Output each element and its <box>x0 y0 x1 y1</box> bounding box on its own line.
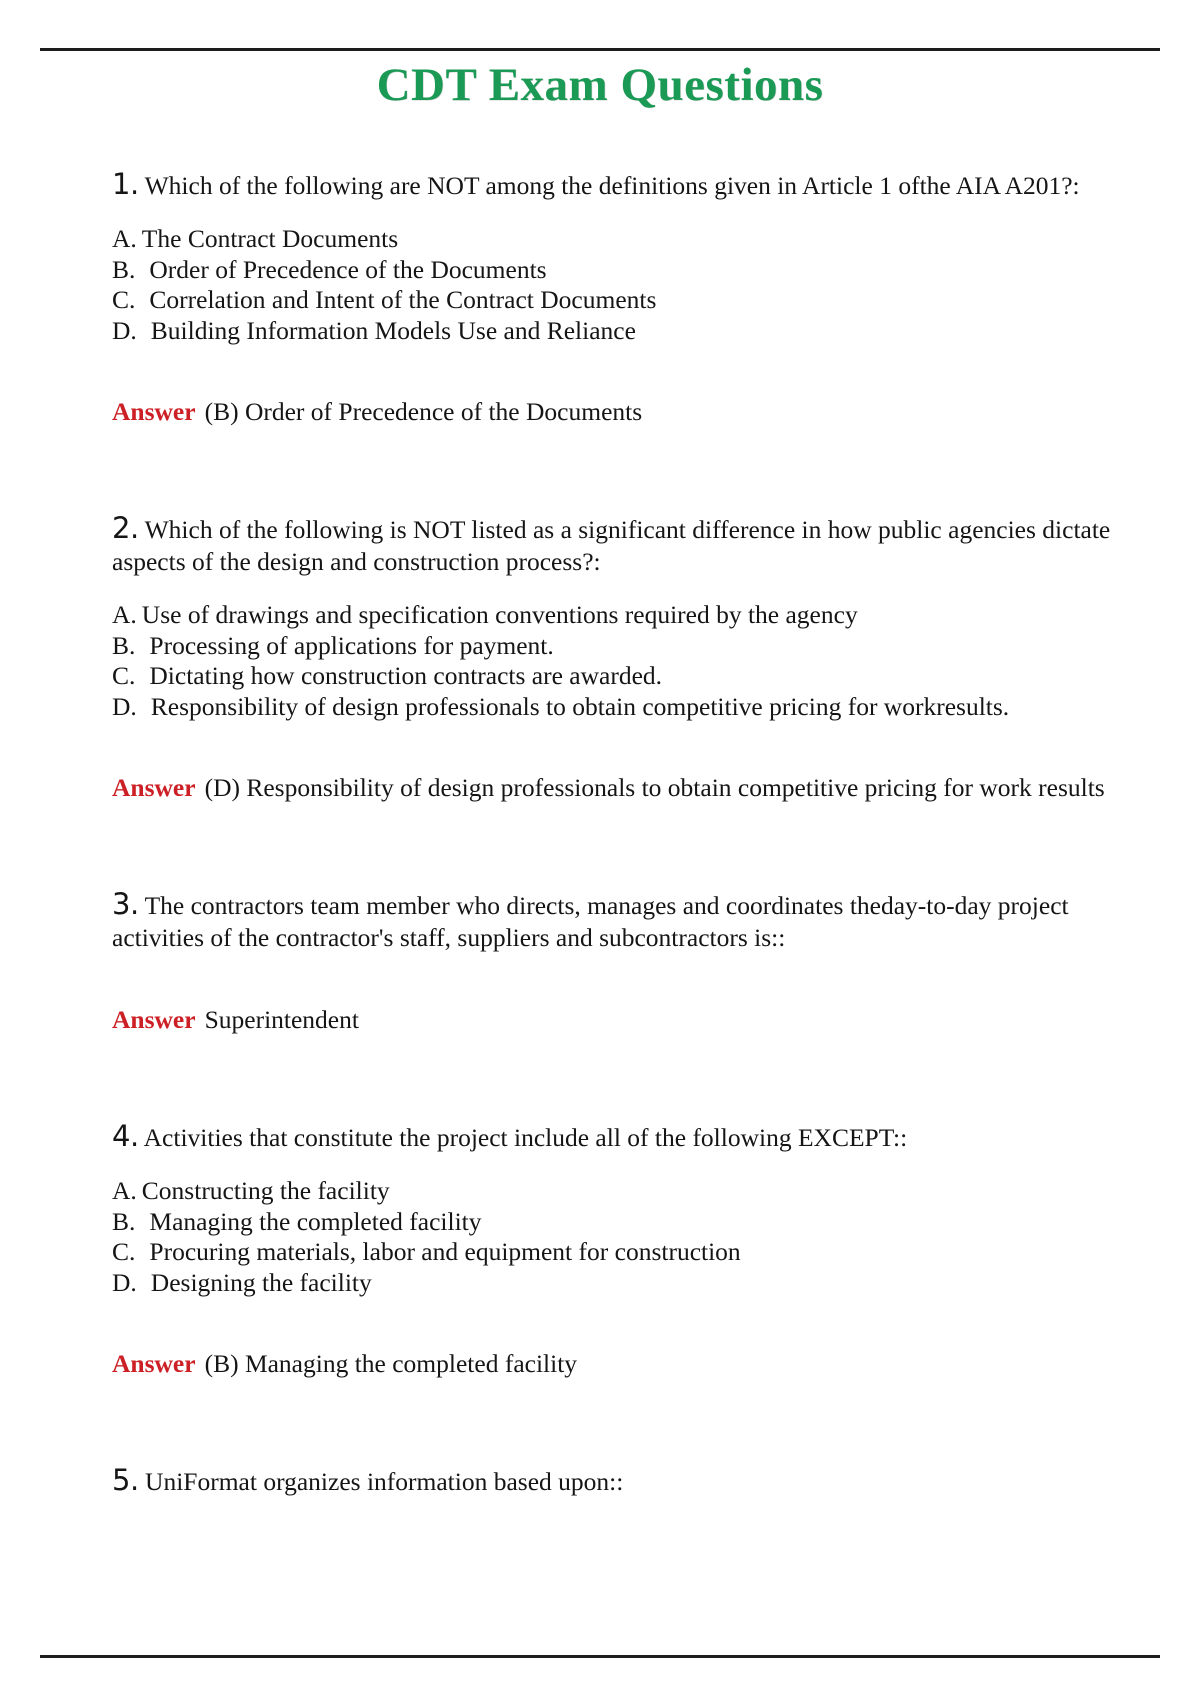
option-text: Managing the completed facility <box>149 1206 482 1236</box>
option-item <box>112 600 1112 631</box>
question-4-text: Activities that constitute the project include all of the following EXCEPT:: <box>143 1123 908 1152</box>
question-2-number: 2. <box>112 511 139 545</box>
option-letter: B. <box>112 254 136 284</box>
option-item <box>112 224 1112 255</box>
question-block-5 <box>112 1464 1112 1498</box>
option-letter: A. <box>112 600 137 629</box>
answer-text: (B) Order of Precedence of the Documents <box>204 396 643 426</box>
option-letter: A. <box>112 224 137 253</box>
option-text: Designing the facility <box>150 1267 372 1297</box>
question-1-answer <box>112 396 1112 427</box>
question-4-answer <box>112 1348 1112 1379</box>
answer-label: Answer <box>112 1004 196 1034</box>
option-letter: D. <box>112 315 137 345</box>
question-2-line <box>112 512 1112 578</box>
question-4-number: 4. <box>112 1119 139 1153</box>
option-text: Dictating how construction contracts are awarded. <box>149 661 663 690</box>
answer-text: (B) Managing the completed facility <box>204 1348 578 1378</box>
option-item <box>112 285 1112 316</box>
question-4-options <box>112 1176 1112 1298</box>
option-text: Correlation and Intent of the Contract Documents <box>149 285 657 314</box>
question-block-1 <box>112 168 1112 427</box>
question-3-line <box>112 888 1112 954</box>
question-3-number: 3. <box>112 887 139 921</box>
option-text: The Contract Documents <box>141 224 399 253</box>
option-item <box>112 661 1112 692</box>
footer-divider <box>40 1655 1160 1658</box>
answer-label: Answer <box>112 1348 196 1378</box>
option-letter: D. <box>112 691 137 721</box>
option-letter: B. <box>112 1206 136 1236</box>
option-letter: A. <box>112 1176 137 1205</box>
option-text: Use of drawings and specification conventions required by the agency <box>141 600 858 629</box>
option-item <box>112 1176 1112 1207</box>
question-block-3 <box>112 888 1112 1035</box>
option-letter: C. <box>112 285 136 314</box>
answer-text: Superintendent <box>204 1004 359 1034</box>
question-1-text: Which of the following are NOT among the definitions given in Article 1 ofthe AIA A201?: <box>144 171 1080 200</box>
option-text: Building Information Models Use and Reliance <box>150 315 636 345</box>
question-4-line <box>112 1120 1112 1154</box>
option-item <box>112 631 1112 662</box>
question-block-2 <box>112 512 1112 803</box>
question-3-answer <box>112 1004 1112 1035</box>
questions-container <box>112 168 1112 1498</box>
page-title: CDT Exam Questions <box>376 59 824 111</box>
question-5-number: 5. <box>112 1463 139 1497</box>
option-letter: C. <box>112 1237 136 1266</box>
question-1-options <box>112 224 1112 346</box>
option-text: Procuring materials, labor and equipment for construction <box>149 1237 741 1266</box>
answer-label: Answer <box>112 772 196 802</box>
question-1-number: 1. <box>112 167 139 201</box>
question-5-line <box>112 1464 1112 1498</box>
option-text: Processing of applications for payment. <box>149 630 554 660</box>
option-letter: C. <box>112 661 136 690</box>
option-item <box>112 255 1112 286</box>
question-block-4 <box>112 1120 1112 1379</box>
option-item <box>112 1207 1112 1238</box>
option-text: Constructing the facility <box>141 1176 390 1205</box>
question-1-line <box>112 168 1112 202</box>
option-text: Responsibility of design professionals to obtain competitive pricing for workresults. <box>150 691 1010 721</box>
option-item <box>112 316 1112 347</box>
answer-text: (D) Responsibility of design professionals to obtain competitive pricing for work results <box>204 772 1105 802</box>
answer-label: Answer <box>112 396 196 426</box>
option-letter: D. <box>112 1267 137 1297</box>
header-divider <box>40 48 1160 51</box>
question-2-text: Which of the following is NOT listed as a significant difference in how public agencies dictate aspects of the design and construction process?: <box>112 515 1111 576</box>
question-2-answer <box>112 772 1112 803</box>
option-letter: B. <box>112 630 136 660</box>
question-2-options <box>112 600 1112 722</box>
option-item <box>112 1237 1112 1268</box>
option-text: Order of Precedence of the Documents <box>149 254 547 284</box>
question-3-text: The contractors team member who directs, manages and coordinates theday-to-day project activities of the contractor's staff, suppliers and subcontractors is:: <box>112 891 1069 952</box>
question-5-text: UniFormat organizes information based upon:: <box>145 1467 624 1496</box>
option-item <box>112 1268 1112 1299</box>
option-item <box>112 692 1112 723</box>
